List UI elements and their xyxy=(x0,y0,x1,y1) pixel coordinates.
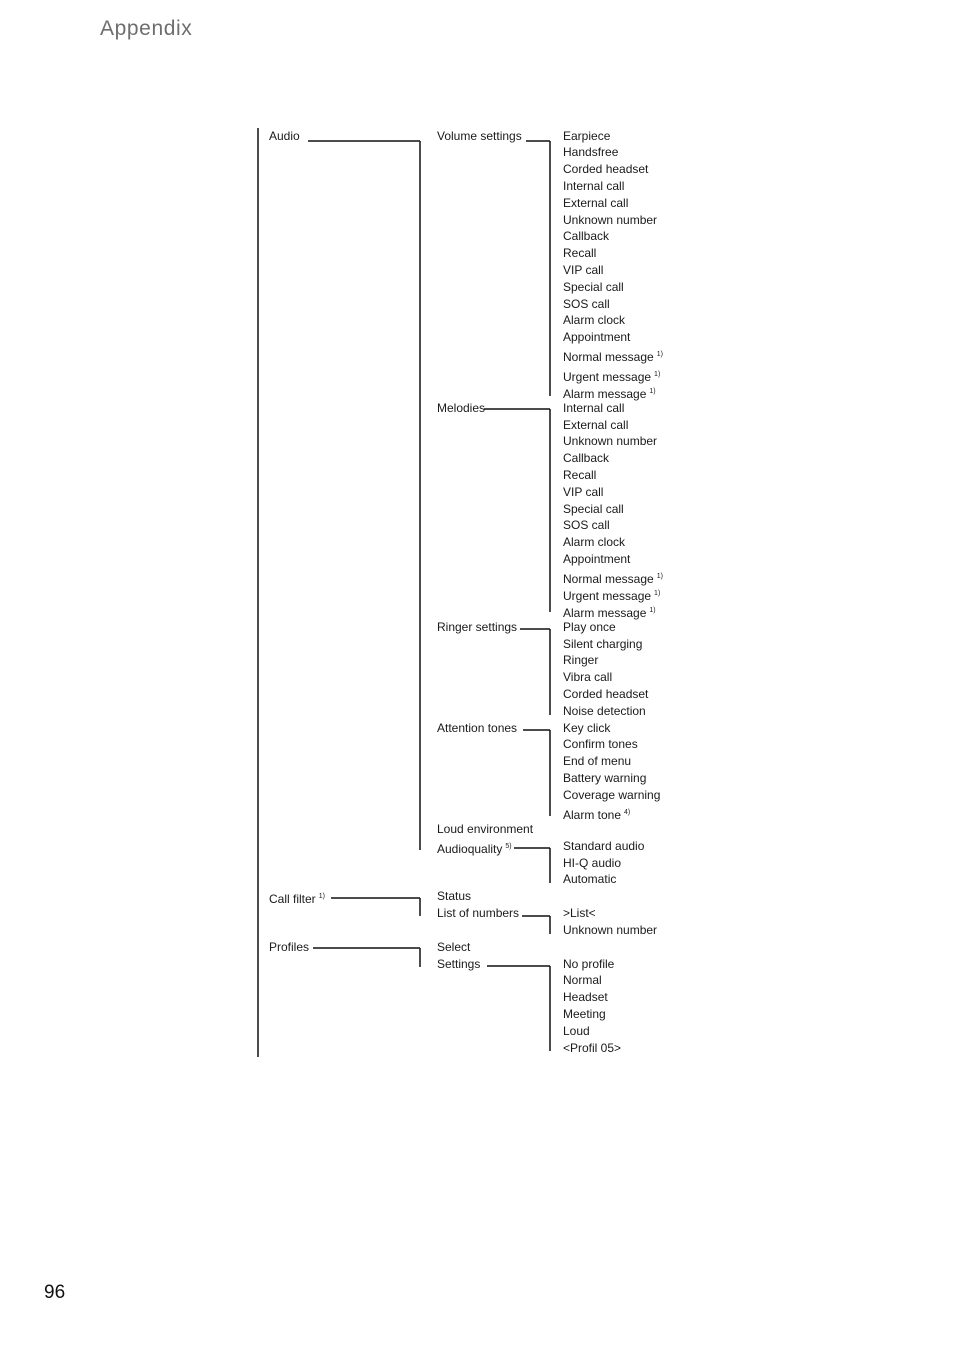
menu-level3-item xyxy=(563,434,657,449)
menu-level3-item xyxy=(563,805,630,823)
menu-level3-item xyxy=(563,1041,621,1056)
menu-level3-item xyxy=(563,162,648,177)
menu-item-label: Recall xyxy=(563,468,597,482)
menu-level2-item xyxy=(437,889,471,904)
menu-level3-item xyxy=(563,179,624,194)
menu-level3-item xyxy=(563,401,624,416)
footnote-marker: 1) xyxy=(649,607,656,614)
menu-item-label: Settings xyxy=(437,957,481,971)
menu-item-label: Battery warning xyxy=(563,771,647,785)
footnote-marker: 4) xyxy=(624,809,631,816)
page-number: 96 xyxy=(44,1282,66,1303)
menu-item-label: VIP call xyxy=(563,485,604,499)
menu-level3-item xyxy=(563,1024,590,1039)
menu-level3-item xyxy=(563,552,630,567)
menu-item-label: Profiles xyxy=(269,940,310,954)
menu-item-label: Unknown number xyxy=(563,213,658,227)
menu-item-label: Vibra call xyxy=(563,670,613,684)
menu-item-label: Loud environment xyxy=(437,822,534,836)
menu-item-label: Key click xyxy=(563,721,611,735)
menu-item-label: SOS call xyxy=(563,297,610,311)
menu-level3-item xyxy=(563,637,642,652)
menu-level3-item xyxy=(563,347,663,365)
menu-level3-item xyxy=(563,246,596,261)
menu-item-label: Ringer settings xyxy=(437,620,518,634)
menu-level3-item xyxy=(563,451,609,466)
menu-level3-item xyxy=(563,957,614,972)
menu-item-label: Alarm clock xyxy=(563,535,626,549)
menu-level3-item xyxy=(563,872,616,887)
menu-item-label: Automatic xyxy=(563,872,617,886)
menu-item-label: Recall xyxy=(563,246,597,260)
menu-item-label: Special call xyxy=(563,502,624,516)
menu-item-label: Audio xyxy=(269,129,300,143)
menu-item-label: Audioquality xyxy=(437,842,503,856)
menu-item-label: >List< xyxy=(563,906,596,920)
footnote-marker: 1) xyxy=(656,351,663,358)
menu-item-label: VIP call xyxy=(563,263,604,277)
menu-item-label: Status xyxy=(437,889,472,903)
menu-item-label: Unknown number xyxy=(563,923,658,937)
menu-level3-item xyxy=(563,367,660,385)
menu-item-label: Confirm tones xyxy=(563,737,638,751)
menu-level2-item xyxy=(437,957,480,972)
menu-level2-item xyxy=(437,620,517,635)
menu-item-label: List of numbers xyxy=(437,906,520,920)
menu-level3-item xyxy=(563,973,602,988)
menu-level2-item xyxy=(437,906,519,921)
menu-item-label: Ringer xyxy=(563,653,599,667)
menu-item-label: HI-Q audio xyxy=(563,856,622,870)
menu-level3-item xyxy=(563,502,624,517)
menu-level3-item xyxy=(563,485,603,500)
menu-level3-item xyxy=(563,687,648,702)
menu-item-label: Alarm message xyxy=(563,387,647,401)
menu-level3-item xyxy=(563,906,596,921)
menu-level3-item xyxy=(563,856,621,871)
menu-level3-item xyxy=(563,670,612,685)
footnote-marker: 5) xyxy=(505,843,512,850)
menu-level3-item xyxy=(563,313,625,328)
menu-level1-item xyxy=(269,889,325,907)
menu-level3-item xyxy=(563,620,616,635)
menu-level3-item xyxy=(563,737,638,752)
menu-item-label: Noise detection xyxy=(563,704,646,718)
menu-level3-item xyxy=(563,923,657,938)
menu-level3-item xyxy=(563,754,631,769)
menu-item-label: Standard audio xyxy=(563,839,645,853)
menu-level3-item xyxy=(563,518,610,533)
menu-level3-item xyxy=(563,384,656,402)
menu-item-label: Alarm clock xyxy=(563,313,626,327)
menu-item-label: Earpiece xyxy=(563,129,611,143)
menu-level2-item xyxy=(437,129,522,144)
menu-item-label: Internal call xyxy=(563,401,625,415)
menu-level3-item xyxy=(563,535,625,550)
menu-item-label: Normal xyxy=(563,973,602,987)
menu-item-label: Headset xyxy=(563,990,608,1004)
menu-level3-item xyxy=(563,569,663,587)
menu-item-label: Alarm tone xyxy=(563,808,622,822)
menu-item-label: End of menu xyxy=(563,754,632,768)
menu-item-label: Handsfree xyxy=(563,145,619,159)
menu-level3-item xyxy=(563,297,610,312)
menu-level3-item xyxy=(563,586,660,604)
footnote-marker: 1) xyxy=(654,590,661,597)
menu-item-label: No profile xyxy=(563,957,615,971)
menu-item-label: Meeting xyxy=(563,1007,606,1021)
menu-item-label: Call filter xyxy=(269,892,316,906)
menu-level3-item xyxy=(563,213,657,228)
menu-level2-item xyxy=(437,839,512,857)
menu-level3-item xyxy=(563,990,608,1005)
menu-item-label: Select xyxy=(437,940,471,954)
menu-item-label: Volume settings xyxy=(437,129,522,143)
menu-level3-item xyxy=(563,330,630,345)
menu-level2-item xyxy=(437,940,470,955)
menu-item-label: Normal message xyxy=(563,350,654,364)
menu-level3-item xyxy=(563,468,596,483)
menu-level3-item xyxy=(563,280,624,295)
menu-item-label: Appointment xyxy=(563,330,631,344)
menu-item-label: Silent charging xyxy=(563,637,643,651)
menu-item-label: External call xyxy=(563,418,629,432)
menu-level1-item xyxy=(269,940,309,955)
menu-level3-item xyxy=(563,229,609,244)
menu-item-label: Alarm message xyxy=(563,606,647,620)
menu-level3-item xyxy=(563,788,660,803)
menu-item-label: Special call xyxy=(563,280,624,294)
footnote-marker: 1) xyxy=(318,893,325,900)
menu-item-label: Callback xyxy=(563,451,610,465)
footnote-marker: 1) xyxy=(649,388,656,395)
menu-item-label: SOS call xyxy=(563,518,610,532)
menu-level2-item xyxy=(437,822,533,837)
menu-item-label: Play once xyxy=(563,620,616,634)
menu-level1-item xyxy=(269,129,300,144)
menu-level2-item xyxy=(437,401,485,416)
menu-level3-item xyxy=(563,839,644,854)
menu-item-label: Melodies xyxy=(437,401,486,415)
menu-level3-item xyxy=(563,771,646,786)
menu-item-label: Normal message xyxy=(563,572,654,586)
menu-level3-item xyxy=(563,129,610,144)
footnote-marker: 1) xyxy=(654,371,661,378)
menu-item-label: Urgent message xyxy=(563,589,652,603)
menu-item-label: Loud xyxy=(563,1024,590,1038)
menu-level3-item xyxy=(563,418,628,433)
menu-item-label: Coverage warning xyxy=(563,788,661,802)
menu-level3-item xyxy=(563,1007,606,1022)
menu-level2-item xyxy=(437,721,517,736)
menu-level3-item xyxy=(563,263,603,278)
menu-level3-item xyxy=(563,196,628,211)
footnote-marker: 1) xyxy=(656,573,663,580)
menu-item-label: Urgent message xyxy=(563,370,652,384)
menu-item-label: External call xyxy=(563,196,629,210)
menu-level3-item xyxy=(563,721,610,736)
menu-level3-item xyxy=(563,603,656,621)
menu-level3-item xyxy=(563,653,598,668)
menu-level3-item xyxy=(563,145,618,160)
menu-item-label: Corded headset xyxy=(563,687,649,701)
menu-item-label: Unknown number xyxy=(563,434,658,448)
menu-item-label: Corded headset xyxy=(563,162,649,176)
menu-item-label: Internal call xyxy=(563,179,625,193)
menu-item-label: <Profil 05> xyxy=(563,1041,622,1055)
menu-item-label: Attention tones xyxy=(437,721,518,735)
menu-item-label: Callback xyxy=(563,229,610,243)
menu-level3-item xyxy=(563,704,646,719)
page-title: Appendix xyxy=(100,17,193,40)
menu-item-label: Appointment xyxy=(563,552,631,566)
